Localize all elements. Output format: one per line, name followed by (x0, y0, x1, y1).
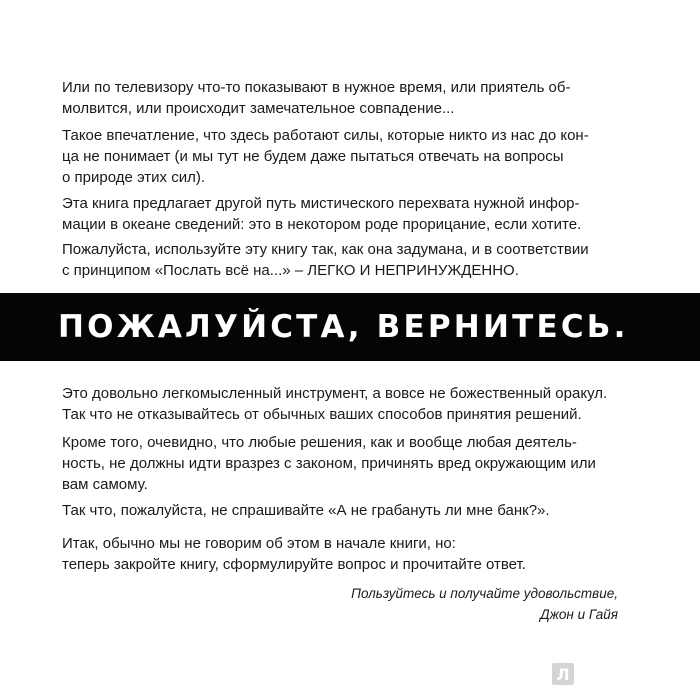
banner-title: ПОЖАЛУЙСТА, ВЕРНИТЕСЬ. (58, 309, 629, 345)
paragraph-book-path: Эта книга предлагает другой путь мистического перехвата нужной инфор- мации в океане сведений: это в некотором роде прорицание, если хотите. (62, 195, 582, 233)
signature-line-1: Пользуйтесь и получайте удовольствие, (351, 586, 618, 601)
paragraph-tv: Или по телевизору что-то показывают в нужное время, или приятель об- молвится, или происходит замечательное совпадение... (62, 79, 571, 117)
title-banner (0, 293, 700, 361)
paragraph-bank: Так что, пожалуйста, не спрашивайте «А не грабануть ли мне банк?». (62, 502, 550, 519)
signature (218, 583, 618, 625)
logo-letter: Л (556, 665, 570, 684)
paragraph-law: Кроме того, очевидно, что любые решения, как и вообще любая деятель- ность, не должны идти вразрез с законом, причинять вред окружающим или вам самому. (62, 434, 596, 493)
litres-logo-icon (552, 663, 574, 685)
signature-authors: Джон и Гайя (540, 607, 618, 622)
paragraph-usage: Пожалуйста, используйте эту книгу так, как она задумана, и в соответствии с принципом «Послать всё на...» – ЛЕГКО И НЕПРИНУЖДЕННО. (62, 241, 589, 279)
paragraph-close-book: Итак, обычно мы не говорим об этом в начале книги, но: теперь закройте книгу, сформулируйте вопрос и прочитайте ответ. (62, 535, 526, 573)
paragraph-oracle: Это довольно легкомысленный инструмент, а вовсе не божественный оракул. Так что не отказывайтесь от обычных ваших способов принятия решений. (62, 385, 608, 423)
paragraph-forces: Такое впечатление, что здесь работают силы, которые никто из нас до кон- ца не понимает (и мы тут не будем даже пытаться отвечать на вопросы о природе этих сил). (62, 127, 589, 186)
